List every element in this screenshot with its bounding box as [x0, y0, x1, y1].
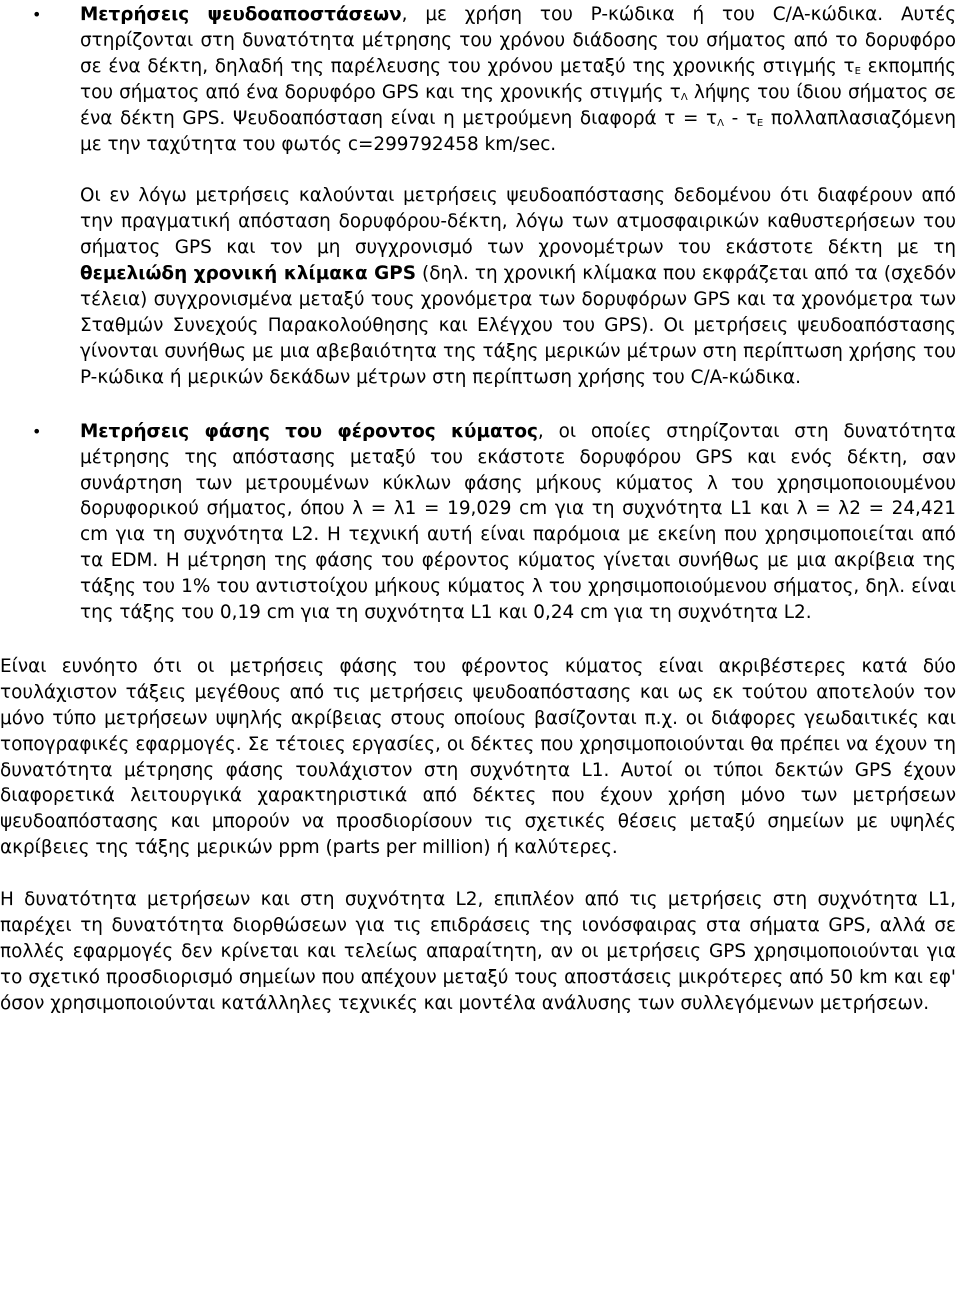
bullet-carrier-phase [0, 419, 956, 626]
bullet-marker: • [32, 5, 42, 24]
bullet-text: - τ [723, 107, 757, 129]
bullet-text: , με χρήση του P-κώδικα ή του C/A-κώδικα. Αυτές στηρίζονται στη δυνατότητα μέτρησης του χρόνου διάδοσης του σήματος από το δορυφόρο σε ένα δέκτη, δηλαδή της παρέλευσης του χρόνου μεταξύ της χρονικής στιγμής τ [80, 4, 957, 77]
bullet-text: , οι οποίες στηρίζονται στη δυνατότητα μέτρησης της απόστασης μεταξύ του εκάστοτε δορυφόρου GPS και ενός δέκτη, σαν συνάρτηση των μετρουμένων κύκλων φάσης μήκους κύματος λ του χρησιμοποιουμένου δορυφορικού σήματος, όπου λ = λ1 = 19,029 cm για τη συχνότητα L1 και λ = λ2 = 24,421 cm για τη συχνότητα L2. Η τεχνική αυτή είναι παρόμοια με εκείνη που χρησιμοποιείται από τα EDM. Η μέτρηση της φάσης του φέροντος κύματος γίνεται συνήθως με μια ακρίβεια της τάξης του 1% του αντιστοίχου μήκους κύματος λ του χρησιμοποιούμενου σήματος, δηλ. είναι της τάξης του 0,19 cm για τη συχνότητα L1 και 0,24 cm για τη συχνότητα L2. [80, 420, 956, 624]
paragraph-l2-frequency: Η δυνατότητα μετρήσεων και στη συχνότητα L2, επιπλέον από τις μετρήσεις στη συχνότητα L1, παρέχει τη δυνατότητα διορθώσεων για τις επιδράσεις της ιονόσφαιρας στα σήματα GPS, αλλά σε πολλές εφαρμογές δεν κρίνεται και τελείως απαραίτητη, αν οι μετρήσεις GPS χρησιμοποιούνται για το σχετικό προσδιορισμό σημείων που απέχουν μεταξύ τους αποστάσεις μικρότερες από 50 km και εφ' όσον χρησιμοποιούνται κατάλληλες τεχνικές και μοντέλα ανάλυσης των συλλεγόμενων μετρήσεων. [0, 889, 956, 1014]
paragraph-text: Οι εν λόγω μετρήσεις καλούνται μετρήσεις ψευδοαπόστασης δεδομένου ότι διαφέρουν από την πραγματική απόσταση δορυφόρου-δέκτη, λόγω των ατμοσφαιρικών καθυστερήσεων του σήματος GPS και τον μη συγχρονισμό των χρονομέτρων του εκάστοτε δέκτη με τη [80, 185, 956, 259]
bullet-marker: • [32, 421, 42, 441]
subscript: Ε [854, 65, 861, 77]
bullet-text: λήψης του ίδιου σήματος σε ένα δέκτη GPS. Ψευδοαπόσταση είναι η μετρούμενη διαφορά τ = τ [80, 81, 956, 129]
subscript: Λ [717, 117, 724, 129]
bold-term-gps-time: θεμελιώδη χρονική κλίμακα GPS [80, 263, 417, 285]
bullet-pseudorange [0, 2, 956, 157]
paragraph-precision: Είναι ευνόητο ότι οι μετρήσεις φάσης του φέροντος κύματος είναι ακριβέστερες κατά δύο τουλάχιστον τάξεις μεγέθους από τις μετρήσεις ψευδοαπόστασης και ως εκ τούτου αποτελούν τον μόνο τύπο μετρήσεων υψηλής ακρίβειας στους οποίους βασίζονται π.χ. οι διάφορες γεωδαιτικές και τοπογραφικές εφαρμογές. Σε τέτοιες εργασίες, οι δέκτες που χρησιμοποιούνται θα πρέπει να έχουν τη δυνατότητα μέτρησης φάσης τουλάχιστον στη συχνότητα L1. Αυτοί οι τύποι δεκτών GPS έχουν διαφορετικά λειτουργικά χαρακτηριστικά από δέκτες που έχουν χρήση μόνο των μετρήσεων ψευδοαπόστασης και μπορούν να προσδιορίσουν τις σχετικές θέσεις μεταξύ σημείων με υψηλές ακρίβειες της τάξης μερικών ppm (parts per million) ή καλύτερες. [0, 655, 956, 859]
bullet-text: πολλαπλασιαζόμενη με την ταχύτητα του φωτός c=299792458 km/sec. [80, 107, 957, 155]
paragraph-text: (δηλ. τη χρονική κλίμακα που εκφράζεται από τα (σχεδόν τέλεια) συγχρονισμένα μεταξύ τους χρονόμετρα των δορυφόρων GPS και τα χρονόμετρα των Σταθμών Συνεχούς Παρακολούθησης και Ελέγχου του GPS). Οι μετρήσεις ψευδοαπόστασης γίνονται συνήθως με μια αβεβαιότητα της τάξης μερικών μέτρων στη περίπτωση χρήσης του P-κώδικα ή μερικών δεκάδων μέτρων στη περίπτωση χρήσης του C/A-κώδικα. [80, 263, 956, 388]
subscript: Λ [680, 91, 688, 103]
bullet-text: εκπομπής του σήματος από ένα δορυφόρο GPS και της χρονικής στιγμής τ [80, 55, 956, 103]
bullet-title-carrier-phase: Μετρήσεις φάσης του φέροντος κύματος [80, 420, 538, 442]
paragraph-pseudorange-explanation [0, 183, 956, 390]
subscript: Ε [756, 117, 764, 129]
bullet-title-pseudorange: Μετρήσεις ψευδοαποστάσεων [80, 4, 402, 25]
